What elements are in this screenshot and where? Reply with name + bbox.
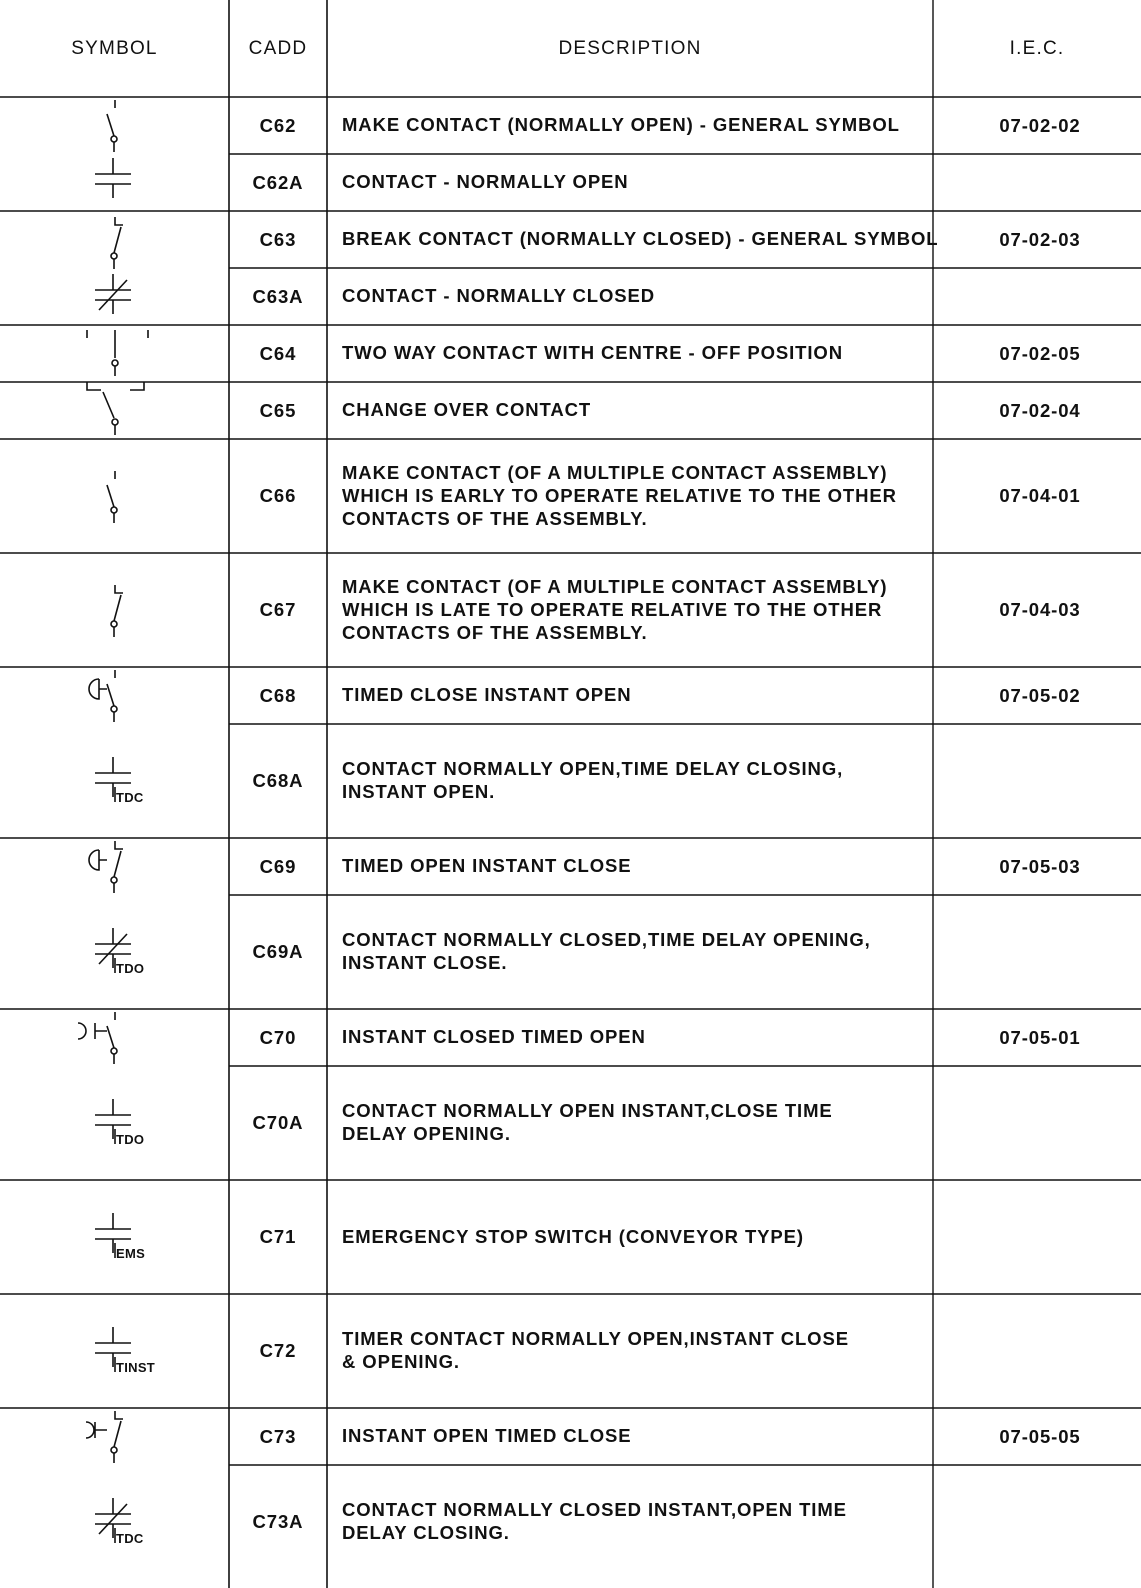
cadd-cell: C62A (252, 171, 304, 193)
description-line: CONTACT NORMALLY CLOSED,TIME DELAY OPENING, (342, 929, 871, 950)
contact-normally-closed-icon (95, 274, 131, 314)
symbol-label: EMS (116, 1246, 146, 1261)
description-line: INSTANT CLOSE. (342, 952, 508, 973)
description-line: INSTANT CLOSED TIMED OPEN (342, 1026, 646, 1047)
description-line: TIMER CONTACT NORMALLY OPEN,INSTANT CLOSE (342, 1328, 849, 1349)
make-contact-icon (107, 100, 117, 152)
cadd-cell: C66 (259, 485, 297, 506)
iec-cell: 07-05-05 (999, 1425, 1081, 1447)
iec-cell: 07-04-01 (999, 485, 1081, 506)
description-line: TWO WAY CONTACT WITH CENTRE - OFF POSITION (342, 342, 843, 363)
iec-cell: 07-04-03 (999, 599, 1081, 620)
symbol-label: TDC (116, 790, 144, 805)
description-line: CONTACT NORMALLY OPEN,TIME DELAY CLOSING, (342, 758, 844, 779)
description-line: INSTANT OPEN. (342, 781, 496, 802)
cadd-cell: C70A (252, 1112, 304, 1133)
cadd-cell: C65 (259, 399, 297, 421)
iec-cell: 07-02-05 (999, 342, 1081, 364)
description-line: MAKE CONTACT (NORMALLY OPEN) - GENERAL SYMBOL (342, 114, 900, 135)
cadd-cell: C72 (259, 1340, 297, 1361)
late-make-contact-icon (111, 585, 123, 637)
iec-cell: 07-02-02 (999, 114, 1081, 136)
description-line: DELAY CLOSING. (342, 1522, 510, 1543)
description-line: CONTACT NORMALLY OPEN INSTANT,CLOSE TIME (342, 1100, 833, 1121)
description-line: MAKE CONTACT (OF A MULTIPLE CONTACT ASSEMBLY) (342, 461, 888, 483)
description-line: EMERGENCY STOP SWITCH (CONVEYOR TYPE) (342, 1225, 804, 1247)
instant-open-timed-close-icon (86, 1411, 123, 1463)
cadd-cell: C70 (259, 1026, 297, 1048)
iec-cell: 07-05-02 (999, 684, 1081, 706)
description-line: CONTACT - NORMALLY OPEN (342, 171, 629, 192)
cadd-cell: C64 (259, 342, 297, 364)
contact-normally-open-icon (95, 158, 131, 198)
cadd-cell: C73A (252, 1511, 304, 1532)
description-line: CONTACTS OF THE ASSEMBLY. (342, 507, 648, 529)
symbol-label: TDO (116, 961, 145, 976)
header-iec: I.E.C. (1009, 38, 1065, 59)
two-way-contact-icon (87, 330, 148, 376)
iec-cell: 07-02-03 (999, 228, 1081, 250)
description-line: CONTACTS OF THE ASSEMBLY. (342, 621, 648, 643)
iec-cell: 07-02-04 (999, 399, 1081, 421)
symbol-label: TINST (116, 1360, 156, 1375)
header-cadd: CADD (248, 38, 308, 59)
description-line: WHICH IS LATE TO OPERATE RELATIVE TO THE OTHER (342, 598, 883, 620)
cadd-cell: C63A (252, 285, 304, 307)
cadd-cell: C69A (252, 941, 304, 962)
iec-cell: 07-05-01 (999, 1026, 1081, 1048)
timed-close-contact-icon (89, 670, 117, 722)
cadd-cell: C63 (259, 228, 297, 250)
description-line: MAKE CONTACT (OF A MULTIPLE CONTACT ASSEMBLY) (342, 575, 888, 597)
header-description: DESCRIPTION (558, 38, 702, 59)
description-line: CONTACT - NORMALLY CLOSED (342, 285, 656, 306)
description-line: TIMED CLOSE INSTANT OPEN (342, 684, 632, 705)
symbol-label: TDC (116, 1531, 144, 1546)
symbol-label: TDO (116, 1132, 145, 1147)
description-line: CHANGE OVER CONTACT (342, 399, 592, 420)
cadd-cell: C73 (259, 1425, 297, 1447)
description-line: CONTACT NORMALLY CLOSED INSTANT,OPEN TIME (342, 1499, 847, 1520)
cadd-cell: C69 (259, 855, 297, 877)
cadd-cell: C71 (259, 1226, 297, 1247)
description-line: BREAK CONTACT (NORMALLY CLOSED) - GENERAL SYMBOL (342, 228, 939, 249)
header-symbol: SYMBOL (71, 38, 158, 59)
cadd-cell: C68A (252, 770, 304, 791)
cadd-cell: C62 (259, 114, 297, 136)
instant-closed-timed-open-icon (78, 1012, 117, 1064)
timed-open-contact-icon (89, 841, 123, 893)
change-over-contact-icon (87, 382, 144, 435)
description-line: WHICH IS EARLY TO OPERATE RELATIVE TO THE OTHER (342, 484, 897, 506)
description-line: TIMED OPEN INSTANT CLOSE (342, 855, 632, 876)
description-line: INSTANT OPEN TIMED CLOSE (342, 1425, 632, 1446)
description-line: & OPENING. (342, 1351, 460, 1372)
cadd-cell: C68 (259, 684, 297, 706)
iec-cell: 07-05-03 (999, 855, 1081, 877)
cadd-cell: C67 (259, 599, 297, 620)
description-line: DELAY OPENING. (342, 1123, 511, 1144)
break-contact-icon (111, 217, 123, 269)
early-make-contact-icon (107, 471, 117, 523)
